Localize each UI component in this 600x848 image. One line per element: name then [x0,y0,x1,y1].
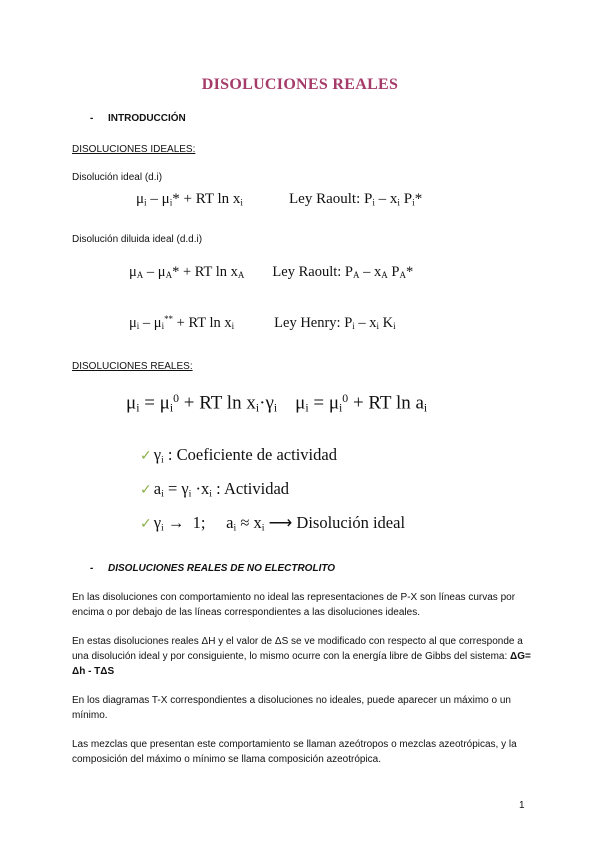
label-disolucion-ideal: Disolución ideal (d.i) [72,172,163,183]
section-label: DISOLUCIONES REALES DE NO ELECTROLITO [108,563,336,574]
page-title: DISOLUCIONES REALES [201,76,399,93]
equation-ideal-raoult: $\mu_i - \mu_i*$ + RT $\ln x_i$ Ley Raoult: $P_i - x_i$ $P_i*$ [136,191,423,209]
page-number: 1 [519,800,525,811]
section-label: INTRODUCCIÓN [108,113,186,124]
check-icon: ✓ [140,516,152,532]
paragraph-diagramas-tx: En los diagramas T-X correspondientes a disoluciones no ideales, puede aparecer un máximo o un mínimo. [72,695,511,721]
section-no-electrolito [90,563,335,574]
label-disolucion-diluida-ideal: Disolución diluida ideal (d.d.i) [72,234,203,245]
check-icon: ✓ [140,448,152,464]
gamma-symbol: γ [153,445,162,464]
check-icon: ✓ [140,482,152,498]
bullet-actividad: ✓ $a_i = \gamma_i \cdot x_i$ : Actividad [140,479,290,500]
bullet-text: Disolución ideal [296,513,406,532]
bullet-disolucion-ideal: ✓ $\gamma_i \to 1$; $a_i \approx x_i$ ⟶ Disolución ideal [140,513,406,534]
bullet-coeficiente-actividad [140,445,337,465]
equation-diluida-henry: $\mu_i - \mu_i^{**}$ + RT $\ln x_i$ Ley Henry: $P_i - x_i$ $K_i$ [129,314,396,332]
bullet-text: : Actividad [216,479,290,498]
equation-potencial-quimico-real: $\mu_i = \mu_i^0$ + RT $\ln x_i\cdot\gamma_i$ $\mu_i = \mu_i^0$ + RT $\ln a_i$ [126,392,428,415]
heading-disoluciones-ideales: DISOLUCIONES IDEALES: [72,144,196,155]
section-bullet: - [90,113,94,124]
equation-diluida-raoult: $\mu_A - \mu_A*$ + RT $\ln x_A$ Ley Raoult: $P_A - x_A$ $P_A*$ [129,264,414,281]
paragraph-text: En estas disoluciones reales ΔH y el valor de ΔS se ve modificado con respecto al que corresponde a una disolución ideal y por consiguiente, lo mismo ocurre con la energía libre de Gibbs del sistema: [72,636,523,662]
section-introduccion [90,113,186,124]
gibbs-formula: ΔG= Δh - TΔS [72,651,531,677]
gamma-subscript: i [161,454,164,466]
bullet-text: : Coeficiente de actividad [163,445,337,464]
paragraph-azeotropos: Las mezclas que presentan este comportamiento se llaman azeótropos o mezclas azeotrópicas, y la composición del máximo o mínimo se llama composición azeotrópica. [72,739,517,765]
paragraph-curvas-px: En las disoluciones con comportamiento no ideal las representaciones de P-X son líneas curvas por encima o por debajo de las líneas correspondientes a las disoluciones ideales. [72,592,516,618]
section-bullet: - [90,563,94,574]
heading-disoluciones-reales: DISOLUCIONES REALES: [72,361,193,372]
paragraph-entalpia-entropia [72,634,532,679]
